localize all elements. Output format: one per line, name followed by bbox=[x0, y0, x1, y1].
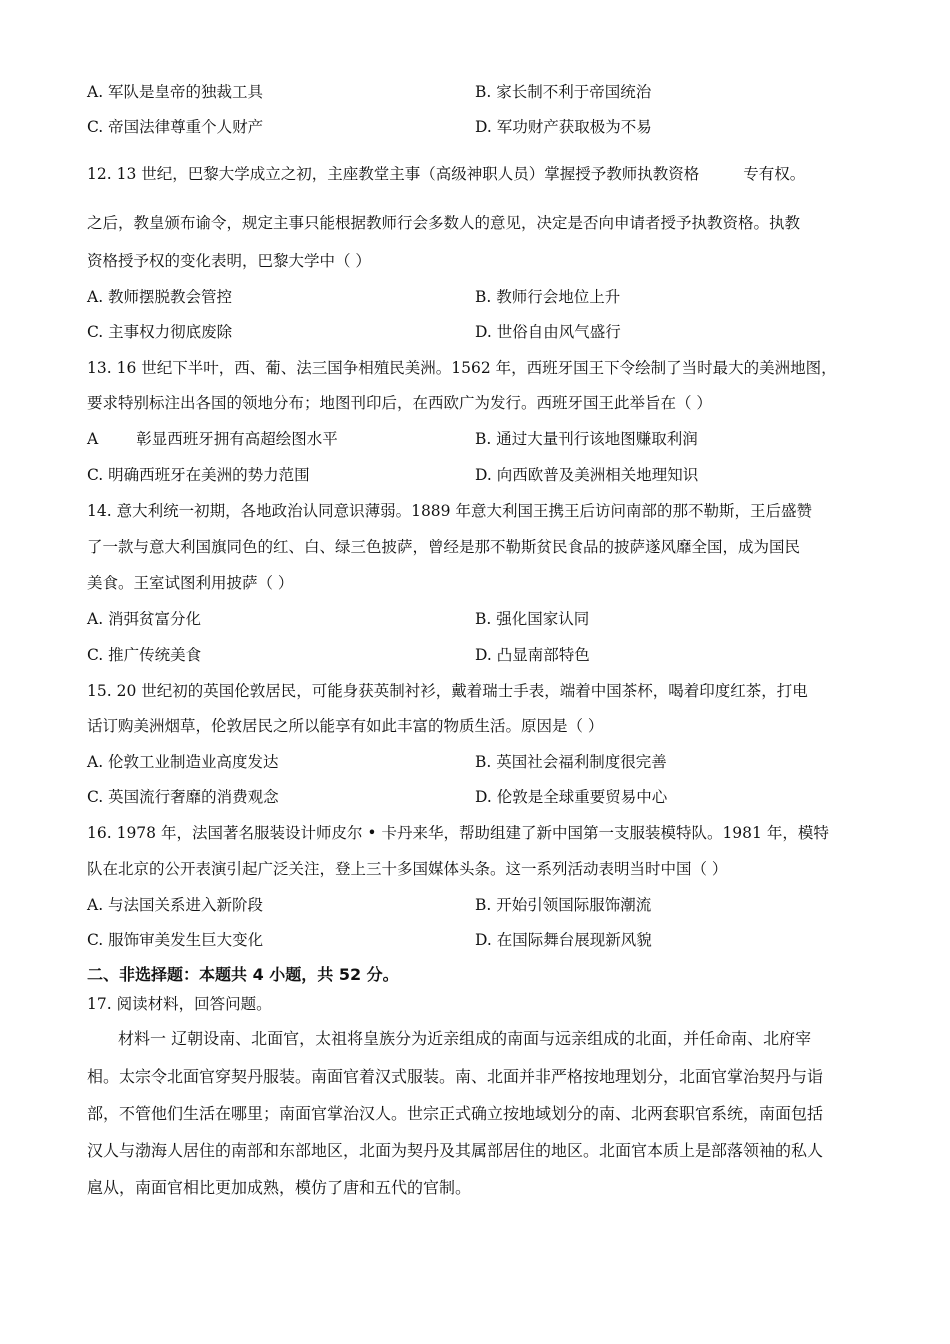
q13-stem-line-1: 13. 16 世纪下半叶，西、葡、法三国争相殖民美洲。1562 年，西班牙国王下令绘制了当时最大的美洲地图， bbox=[87, 359, 837, 377]
q15-option-d: D. 伦敦是全球重要贸易中心 bbox=[475, 788, 668, 806]
q14-stem-line-2: 了一款与意大利国旗同色的红、白、绿三色披萨，曾经是那不勒斯贫民食品的披萨遂风靡全国，成为国民 bbox=[87, 538, 801, 556]
q14-option-c: C. 推广传统美食 bbox=[87, 646, 202, 664]
q13-stem-line-2: 要求特别标注出各国的领地分布；地图刊印后，在西欧广为发行。西班牙国王此举旨在（ ） bbox=[87, 394, 712, 412]
q17-intro: 17. 阅读材料，回答问题。 bbox=[87, 995, 272, 1013]
q12-option-d: D. 世俗自由风气盛行 bbox=[475, 323, 621, 341]
q15-option-a: A. 伦敦工业制造业高度发达 bbox=[87, 753, 279, 771]
q14-option-d: D. 凸显南部特色 bbox=[475, 646, 590, 664]
q12-stem-line-1 bbox=[87, 164, 805, 184]
q17-material-line-2: 相。太宗令北面官穿契丹服装。南面官着汉式服装。南、北面并非严格按地理划分，北面官掌治契丹与诣 bbox=[87, 1067, 824, 1086]
q14-stem-line-1: 14. 意大利统一初期，各地政治认同意识薄弱。1889 年意大利国王携王后访问南部的那不勒斯，王后盛赞 bbox=[87, 502, 812, 520]
q16-option-c: C. 服饰审美发生巨大变化 bbox=[87, 931, 264, 949]
q15-stem-line-2: 话订购美洲烟草，伦敦居民之所以能享有如此丰富的物质生活。原因是（ ） bbox=[87, 717, 604, 735]
q13-option-d: D. 向西欧普及美洲相关地理知识 bbox=[475, 466, 699, 484]
q13-option-c: C. 明确西班牙在美洲的势力范围 bbox=[87, 466, 310, 484]
q14-option-a: A. 消弭贫富分化 bbox=[87, 610, 202, 628]
q14-stem-line-3: 美食。王室试图利用披萨（ ） bbox=[87, 574, 294, 592]
q15-option-b: B. 英国社会福利制度很完善 bbox=[475, 753, 667, 771]
q17-material-line-4: 汉人与渤海人居住的南部和东部地区，北面为契丹及其属部居住的地区。北面官本质上是部落领袖的私人 bbox=[87, 1141, 824, 1160]
q16-option-a: A. 与法国关系进入新阶段 bbox=[87, 896, 264, 914]
q12-option-b: B. 教师行会地位上升 bbox=[475, 288, 621, 306]
q12-stem-line-2: 之后，教皇颁布谕令，规定主事只能根据教师行会多数人的意见，决定是否向申请者授予执教资格。执教 bbox=[87, 214, 801, 232]
q13-option-a-text: 彰显西班牙拥有高超绘图水平 bbox=[136, 430, 338, 448]
q12-option-c: C. 主事权力彻底废除 bbox=[87, 323, 233, 341]
q12-stem-text-end: 专有权。 bbox=[743, 165, 806, 183]
q11-option-b: B. 家长制不利于帝国统治 bbox=[475, 83, 652, 101]
q16-stem-line-1: 16. 1978 年，法国著名服装设计师皮尔 • 卡丹来华，帮助组建了新中国第一支服装模特队。1981 年，模特 bbox=[87, 824, 829, 842]
q16-stem-line-2: 队在北京的公开表演引起广泛关注，登上三十多国媒体头条。这一系列活动表明当时中国（ ） bbox=[87, 860, 728, 878]
q13-option-a-letter: A bbox=[87, 430, 99, 448]
q12-stem-text: 12. 13 世纪，巴黎大学成立之初，主座教堂主事（高级神职人员）掌握授予教师执教资格 bbox=[87, 165, 700, 183]
section-heading: 二、非选择题：本题共 4 小题，共 52 分。 bbox=[87, 965, 399, 984]
q11-option-d: D. 军功财产获取极为不易 bbox=[475, 118, 652, 136]
q17-material-line-1: 材料一 辽朝设南、北面官，太祖将皇族分为近亲组成的南面与远亲组成的北面，并任命南、北府宰 bbox=[118, 1029, 812, 1048]
q13-option-a bbox=[87, 429, 338, 449]
q15-stem-line-1: 15. 20 世纪初的英国伦敦居民，可能身获英制衬衫，戴着瑞士手表，端着中国茶杯，喝着印度红茶，打电 bbox=[87, 682, 808, 700]
q12-stem-line-3: 资格授予权的变化表明，巴黎大学中（ ） bbox=[87, 252, 371, 270]
q16-option-d: D. 在国际舞台展现新风貌 bbox=[475, 931, 652, 949]
q14-option-b: B. 强化国家认同 bbox=[475, 610, 590, 628]
q12-option-a: A. 教师摆脱教会管控 bbox=[87, 288, 233, 306]
q16-option-b: B. 开始引领国际服饰潮流 bbox=[475, 896, 652, 914]
q11-option-c: C. 帝国法律尊重个人财产 bbox=[87, 118, 264, 136]
q11-option-a: A. 军队是皇帝的独裁工具 bbox=[87, 83, 264, 101]
q17-material-line-5: 扈从，南面官相比更加成熟，模仿了唐和五代的官制。 bbox=[87, 1178, 472, 1197]
q13-option-b: B. 通过大量刊行该地图赚取利润 bbox=[475, 430, 698, 448]
q15-option-c: C. 英国流行奢靡的消费观念 bbox=[87, 788, 279, 806]
q17-material-line-3: 部，不管他们生活在哪里；南面官掌治汉人。世宗正式确立按地域划分的南、北两套职官系统，南面包括 bbox=[87, 1104, 824, 1123]
